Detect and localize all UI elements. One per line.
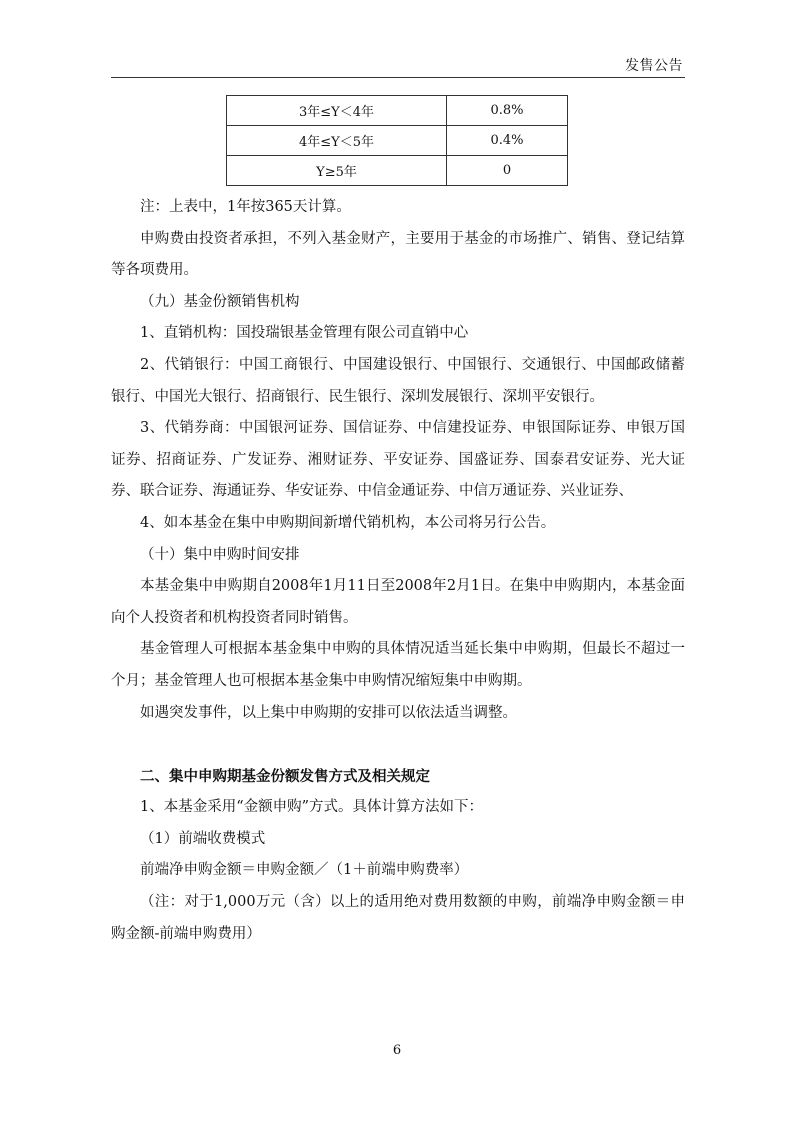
front-end-mode-heading: （1）前端收费模式 xyxy=(140,830,266,847)
page-number: 6 xyxy=(392,1043,402,1058)
holding-period-cell: Y≥5年 xyxy=(227,156,447,186)
table-row xyxy=(227,156,568,186)
fee-description: 申购费由投资者承担，不列入基金财产，主要用于基金的市场推广、销售、登记结算等各项费用。 xyxy=(111,230,685,279)
document-body xyxy=(111,192,685,950)
subsection-heading-schedule: （十）集中申购时间安排 xyxy=(140,546,300,563)
new-agencies-paragraph: 4、如本基金在集中申购期间新增代销机构，本公司将另行公告。 xyxy=(140,514,556,531)
section-gap xyxy=(111,729,685,761)
table-row xyxy=(227,96,568,126)
holding-period-cell: 4年≤Y＜5年 xyxy=(227,126,447,156)
emergency-paragraph: 如遇突发事件，以上集中申购期的安排可以依法适当调整。 xyxy=(140,704,517,721)
fee-rate-cell: 0 xyxy=(447,156,568,186)
agency-brokers-paragraph: 3、代销券商：中国银河证券、国信证券、中信建投证券、申银国际证券、申银万国证券、招商证券、广发证券、湘财证券、平安证券、国盛证券、国泰君安证券、光大证券、联合证券、海通证券、华安证券、中信金通证券、中信万通证券、兴业证券、 xyxy=(111,420,685,500)
agency-banks-paragraph: 2、代销银行：中国工商银行、中国建设银行、中国银行、交通银行、中国邮政储蓄银行、中国光大银行、招商银行、民生银行、深圳发展银行、深圳平安银行。 xyxy=(111,356,685,405)
fee-rate-cell: 0.4% xyxy=(447,126,568,156)
period-adjustment-paragraph: 基金管理人可根据本基金集中申购的具体情况适当延长集中申购期，但最长不超过一个月；基金管理人也可根据本基金集中申购情况缩短集中申购期。 xyxy=(111,641,685,689)
subsection-heading-sales-agencies: （九）基金份额销售机构 xyxy=(140,293,300,310)
fee-rate-table xyxy=(226,95,568,186)
header-title: 发售公告 xyxy=(625,58,683,74)
table-note: 注：上表中，1年按365天计算。 xyxy=(140,199,351,215)
holding-period-cell: 3年≤Y＜4年 xyxy=(227,96,447,126)
page-header xyxy=(111,0,685,78)
subscription-period-paragraph: 本基金集中申购期自2008年1月11日至2008年2月1日。在集中申购期内，本基金面向个人投资者和机构投资者同时销售。 xyxy=(111,578,685,626)
direct-sales-paragraph: 1、直销机构：国投瑞银基金管理有限公司直销中心 xyxy=(140,325,469,342)
net-amount-formula: 前端净申购金额＝申购金额／（1＋前端申购费率） xyxy=(140,862,469,879)
section-heading: 二、集中申购期基金份额发售方式及相关规定 xyxy=(140,767,430,785)
formula-note: （注：对于1,000万元（含）以上的适用绝对费用数额的申购，前端净申购金额＝申购金额-前端申购费用） xyxy=(111,894,685,942)
fee-rate-cell: 0.8% xyxy=(447,96,568,126)
table-row xyxy=(227,126,568,156)
amount-subscription-paragraph: 1、本基金采用“金额申购”方式。具体计算方法如下： xyxy=(140,799,484,816)
